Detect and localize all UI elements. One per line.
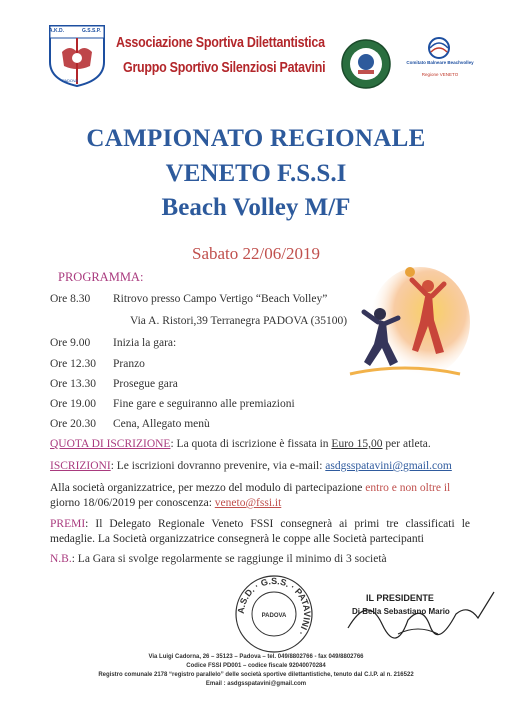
quota-text-a: : La quota di iscrizione è fissata in xyxy=(170,438,332,450)
stamp-center-text: PADOVA xyxy=(261,613,287,619)
nb-line xyxy=(50,553,387,565)
president-name: Di Bella Sebastiano Mario xyxy=(352,607,450,616)
title-line-3: Beach Volley M/F xyxy=(161,194,351,221)
nb-text: : La Gara si svolge regolarmente se raggiunge il minimo di 3 società xyxy=(71,553,387,565)
president-title: IL PRESIDENTE xyxy=(366,593,434,603)
schedule-time: Ore 12.30 xyxy=(50,358,96,370)
footer-registry: Registro comunale 2178 “registro parallelo” delle società sportive dilettantistiche, tenuto dal C.I.P. al n. 216522 xyxy=(98,672,414,678)
iscrizioni-text: : Le iscrizioni dovranno prevenire, via e-mail: xyxy=(110,460,326,472)
schedule-time: Ore 8.30 xyxy=(50,293,91,305)
logo-left-label-right: G.S.S.P. xyxy=(82,28,101,34)
schedule-time: Ore 9.00 xyxy=(50,337,91,349)
iscrizioni-label: ISCRIZIONI xyxy=(50,460,111,472)
stamp-ring-text: A.S.D. · G.S.S. · PATAVINI · xyxy=(235,575,313,638)
beach-volley-athletes-illustration xyxy=(340,262,470,392)
premi-text: : Il Delegato Regionale Veneto FSSI consegnerà ai primi tre classificati le medaglie. xyxy=(50,518,470,545)
footer-codes: Codice FSSI PD001 – codice fiscale 92040070284 xyxy=(186,663,326,669)
beach-committee-region: Regione VENETO xyxy=(421,72,459,77)
iscrizioni-email-link[interactable]: asdgsspatavini@gmail.com xyxy=(325,460,452,472)
nb-label: N.B. xyxy=(50,553,72,565)
schedule-time: Ore 19.00 xyxy=(50,398,96,410)
schedule-activity: Cena, Allegato menù xyxy=(113,418,210,430)
schedule-activity: Fine gare e seguiranno alle premiazioni xyxy=(113,398,295,410)
footer-email: Email : asdgsspatavini@gmail.com xyxy=(205,681,307,687)
federation-seal-logo xyxy=(340,38,392,90)
quota-line xyxy=(50,438,431,450)
logo-left-label-bottom: PADOVA xyxy=(62,78,79,83)
schedule-time: Ore 20.30 xyxy=(50,418,96,430)
schedule-activity: Prosegue gara xyxy=(113,378,178,390)
modulo-deadline: entro e non oltre il xyxy=(365,482,451,494)
title-line-1: CAMPIONATO REGIONALE xyxy=(86,125,426,152)
quota-amount: Euro 15,00 xyxy=(331,438,383,450)
group-name: Gruppo Sportivo Silenziosi Patavini xyxy=(123,60,326,76)
svg-text:A.S.D. · G.S.S. · PATAVINI · xyxy=(236,576,312,637)
association-stamp xyxy=(232,572,316,656)
premi-paragraph xyxy=(50,517,470,547)
logo-left-label-left: A.K.D. xyxy=(49,28,64,34)
quota-label: QUOTA DI ISCRIZIONE xyxy=(50,438,171,450)
schedule-activity: Pranzo xyxy=(113,358,145,370)
premi-label: PREMI xyxy=(50,518,86,530)
modulo-email-link[interactable]: veneto@fssi.it xyxy=(214,497,282,509)
programma-heading: PROGRAMMA: xyxy=(58,270,144,284)
schedule-activity: Inizia la gara: xyxy=(113,337,177,349)
beach-committee-name: Comitato Balneare Beachvolley xyxy=(406,60,474,65)
association-name: Associazione Sportiva Dilettantistica xyxy=(116,35,325,51)
schedule-address: Via A. Ristori,39 Terranegra PADOVA (35100) xyxy=(130,315,348,327)
schedule-activity: Ritrovo presso Campo Vertigo “Beach Volley” xyxy=(113,293,328,305)
premi-text-2: La Società organizzatrice consegnerà le coppe alle Società partecipanti xyxy=(97,533,424,545)
footer-address: Via Luigi Cadorna, 26 – 35123 – Padova – tel. 049/8802766 - fax 049/8802766 xyxy=(148,654,364,660)
event-date: Sabato 22/06/2019 xyxy=(192,244,320,263)
modulo-text-a: Alla società organizzatrice, per mezzo del modulo di partecipazione xyxy=(50,482,366,494)
iscrizioni-line xyxy=(50,460,452,472)
title-line-2: VENETO F.S.S.I xyxy=(165,160,347,187)
modulo-paragraph xyxy=(50,481,470,511)
quota-text-b: per atleta. xyxy=(382,438,431,450)
modulo-text-b: giorno 18/06/2019 per conoscenza: xyxy=(50,497,215,509)
schedule-time: Ore 13.30 xyxy=(50,378,96,390)
